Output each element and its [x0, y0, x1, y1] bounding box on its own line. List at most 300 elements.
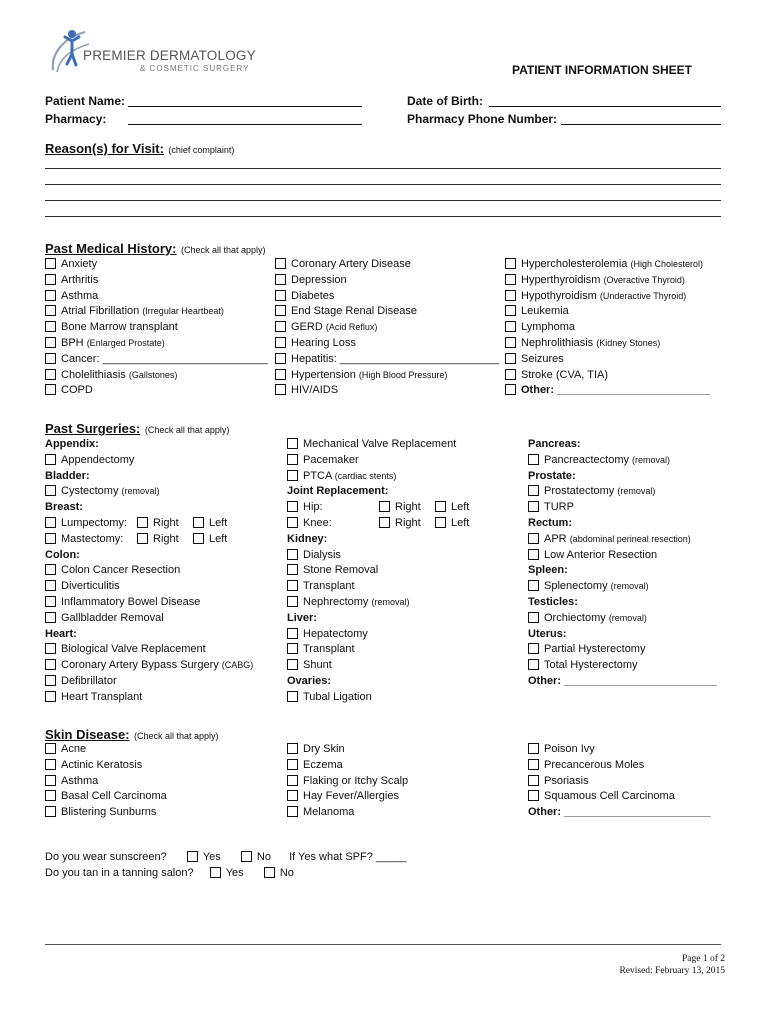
checkbox-label: Hyperthyroidism [521, 273, 601, 286]
checkbox-label: Cystectomy [61, 485, 119, 498]
checkbox-label: Asthma [61, 289, 99, 302]
side-option[interactable] [379, 500, 435, 516]
checkbox[interactable] [275, 305, 286, 316]
checkbox[interactable] [528, 454, 539, 465]
checkbox-item[interactable] [275, 257, 499, 273]
checkbox[interactable] [45, 691, 56, 702]
checkbox-label: Nephrolithiasis [521, 336, 594, 349]
sunscreen-yes-label: Yes [202, 851, 221, 863]
checkbox[interactable] [45, 806, 56, 817]
checkbox-label: Atrial Fibrillation [61, 305, 140, 318]
category-label: Kidney: [287, 532, 328, 545]
checkbox-note: (Kidney Stones) [596, 337, 661, 348]
checkbox[interactable] [528, 743, 539, 754]
checkbox-label: Hypercholesterolemia [521, 258, 628, 270]
checkbox[interactable] [287, 759, 298, 770]
checkbox-item[interactable] [287, 805, 408, 821]
checkbox[interactable] [45, 759, 56, 770]
checkbox-label: PTCA [303, 469, 332, 482]
checkbox-item[interactable] [45, 690, 253, 706]
side-checkbox[interactable] [435, 501, 446, 512]
checkbox[interactable] [45, 612, 56, 623]
checkbox[interactable] [528, 533, 539, 544]
checkbox-item[interactable] [528, 758, 711, 774]
checkbox[interactable] [505, 369, 516, 380]
checkbox[interactable] [505, 384, 516, 395]
skin-column-2 [287, 742, 408, 821]
medical-heading [45, 240, 266, 258]
checkbox-item[interactable] [45, 289, 268, 305]
sunscreen-no-label: No [256, 851, 271, 863]
checkbox-item[interactable] [287, 789, 408, 805]
side-option[interactable] [435, 516, 475, 532]
checkbox-label: Lymphoma [521, 321, 576, 334]
category-label: Heart: [45, 627, 77, 640]
side-option[interactable] [435, 500, 475, 516]
checkbox-item[interactable] [275, 383, 499, 399]
checkbox-label: Shunt [303, 659, 332, 672]
tanning-no-label: No [279, 867, 294, 879]
checkbox-item[interactable] [287, 774, 408, 790]
side-option[interactable] [193, 516, 233, 532]
footer-rule [45, 944, 721, 945]
checkbox-item[interactable] [45, 774, 167, 790]
checkbox-item[interactable] [287, 579, 475, 595]
checkbox[interactable] [275, 384, 286, 395]
checkbox-item[interactable] [45, 789, 167, 805]
category-label: Uterus: [528, 627, 567, 640]
checkbox-item[interactable] [45, 304, 268, 320]
checkbox[interactable] [505, 258, 516, 269]
tanning-yes-label: Yes [225, 867, 244, 879]
side-checkbox[interactable] [379, 517, 390, 528]
checkbox-note: (removal) [617, 486, 656, 497]
checkbox[interactable] [45, 305, 56, 316]
checkbox[interactable] [528, 759, 539, 770]
checkbox-item[interactable] [287, 437, 475, 453]
checkbox[interactable] [45, 274, 56, 285]
checkbox-label: Appendectomy [61, 453, 135, 466]
checkbox-item[interactable] [275, 320, 499, 336]
category-label: Prostate: [528, 469, 576, 482]
checkbox-item[interactable] [287, 742, 408, 758]
checkbox-label: End Stage Renal Disease [291, 305, 417, 318]
checkbox-item[interactable] [45, 257, 268, 273]
side-label: Left [209, 532, 228, 545]
checkbox[interactable] [275, 337, 286, 348]
checkbox[interactable] [45, 517, 56, 528]
checkbox-item[interactable] [45, 742, 167, 758]
checkbox[interactable] [528, 775, 539, 786]
checkbox[interactable] [528, 643, 539, 654]
reason-label: Reason(s) for Visit: [45, 141, 164, 156]
checkbox[interactable] [45, 290, 56, 301]
checkbox-item[interactable] [528, 532, 717, 548]
checkbox-label: Hearing Loss [291, 336, 356, 349]
pharmacy-phone-field[interactable] [561, 124, 721, 125]
checkbox[interactable] [287, 438, 298, 449]
checkbox-label: Arthritis [61, 273, 99, 286]
checkbox-label: Nephrectomy [303, 595, 369, 608]
checkbox-label: Coronary Artery Disease [291, 258, 411, 270]
category-label: Spleen: [528, 564, 568, 577]
checkbox-item[interactable] [528, 611, 717, 627]
side-option[interactable] [137, 516, 193, 532]
checkbox-note: (removal) [632, 454, 671, 465]
checkbox[interactable] [528, 612, 539, 623]
checkbox[interactable] [287, 501, 298, 512]
checkbox-item[interactable] [45, 532, 253, 548]
category-label: Liver: [287, 611, 317, 624]
checkbox-label: Seizures [521, 352, 564, 365]
checkbox-item[interactable] [275, 352, 499, 368]
side-checkbox[interactable] [379, 501, 390, 512]
logo [45, 24, 265, 76]
checkbox[interactable] [528, 549, 539, 560]
checkbox-label: APR [544, 532, 567, 545]
checkbox[interactable] [275, 258, 286, 269]
checkbox-note: (High Cholesterol) [630, 259, 703, 269]
medical-column-3 [505, 257, 710, 399]
checkbox-note: (removal) [371, 596, 410, 607]
checkbox-note: (Acid Reflux) [325, 322, 378, 333]
checkbox-note: (Underactive Thyroid) [599, 290, 687, 301]
checkbox-item[interactable] [45, 383, 268, 399]
checkbox-item[interactable] [287, 563, 475, 579]
checkbox-item[interactable] [528, 453, 717, 469]
checkbox-label: Melanoma [303, 806, 355, 819]
checkbox-item[interactable] [287, 453, 475, 469]
checkbox-note: (removal) [610, 581, 649, 592]
checkbox[interactable] [528, 501, 539, 512]
checkbox-label: Cholelithiasis [61, 368, 126, 381]
logo-name: PREMIER DERMATOLOGY [83, 48, 256, 63]
checkbox-item[interactable] [528, 500, 717, 516]
checkbox-item[interactable] [505, 304, 710, 320]
checkbox[interactable] [45, 384, 56, 395]
checkbox-item[interactable] [528, 774, 711, 790]
checkbox-label: Squamous Cell Carcinoma [544, 790, 675, 803]
pharmacy-label: Pharmacy: [45, 112, 107, 126]
checkbox[interactable] [287, 470, 298, 481]
checkbox[interactable] [275, 369, 286, 380]
checkbox[interactable] [275, 290, 286, 301]
checkbox[interactable] [45, 643, 56, 654]
checkbox-label: HIV/AIDS [291, 384, 339, 397]
dob-field[interactable] [489, 106, 721, 107]
checkbox-label: Coronary Artery Bypass Surgery [61, 659, 219, 672]
checkbox-item[interactable] [287, 595, 475, 611]
checkbox[interactable] [287, 564, 298, 575]
surgeries-heading [45, 420, 229, 438]
checkbox-label: Diabetes [291, 289, 335, 302]
checkbox-item[interactable] [505, 273, 710, 289]
side-checkbox[interactable] [137, 533, 148, 544]
category-label: Rectum: [528, 516, 573, 529]
checkbox-item[interactable] [45, 805, 167, 821]
reason-line[interactable] [45, 184, 721, 185]
checkbox-label: Hypothyroidism [521, 289, 597, 302]
sunscreen-no-checkbox[interactable] [241, 851, 252, 862]
checkbox-item[interactable] [45, 563, 253, 579]
category-label: Other: _________________________ [528, 674, 717, 687]
category-label: Breast: [45, 501, 83, 514]
side-label: Left [451, 516, 470, 529]
checkbox[interactable] [275, 321, 286, 332]
checkbox-item[interactable] [528, 789, 711, 805]
checkbox-item[interactable] [505, 289, 710, 305]
checkbox-item[interactable] [45, 595, 253, 611]
checkbox[interactable] [45, 580, 56, 591]
checkbox-label: Other: _________________________ [521, 384, 710, 397]
checkbox-label: Blistering Sunburns [61, 806, 157, 819]
checkbox[interactable] [287, 775, 298, 786]
side-checkbox[interactable] [435, 517, 446, 528]
checkbox-item[interactable] [528, 642, 717, 658]
page-title: PATIENT INFORMATION SHEET [512, 63, 692, 77]
checkbox-item[interactable] [275, 368, 499, 384]
checkbox-item[interactable] [45, 273, 268, 289]
checkbox[interactable] [505, 290, 516, 301]
checkbox[interactable] [45, 775, 56, 786]
checkbox-label: Knee: [303, 516, 332, 529]
checkbox-label: Gallbladder Removal [61, 611, 164, 624]
checkbox-label: Cancer: ___________________________ [61, 352, 268, 365]
checkbox[interactable] [287, 628, 298, 639]
checkbox-item[interactable] [287, 500, 475, 516]
checkbox-item[interactable] [505, 257, 710, 273]
checkbox-item[interactable] [45, 642, 253, 658]
checkbox[interactable] [528, 790, 539, 801]
category-label: Pancreas: [528, 438, 581, 450]
checkbox-note: (cardiac stents) [334, 470, 397, 481]
checkbox[interactable] [275, 353, 286, 364]
checkbox-note: (removal) [121, 486, 160, 497]
patient-name-field[interactable] [128, 106, 362, 107]
checkbox[interactable] [287, 643, 298, 654]
checkbox-item[interactable] [287, 642, 475, 658]
checkbox-item[interactable] [45, 516, 253, 532]
reason-note: (chief complaint) [168, 145, 235, 155]
category-label: Testicles: [528, 595, 578, 608]
checkbox[interactable] [287, 454, 298, 465]
checkbox-note: (Irregular Heartbeat) [142, 306, 224, 317]
skin-column-1 [45, 742, 167, 821]
checkbox[interactable] [505, 353, 516, 364]
checkbox[interactable] [287, 806, 298, 817]
spf-question: If Yes what SPF? _____ [289, 851, 407, 863]
surgeries-column-1 [45, 437, 253, 706]
sunscreen-question-row [45, 850, 407, 864]
checkbox-note: (abdominal perineal resection) [569, 533, 691, 544]
checkbox-label: Defibrillator [61, 674, 117, 687]
side-checkbox[interactable] [137, 517, 148, 528]
checkbox-label: Flaking or Itchy Scalp [303, 774, 409, 787]
checkbox-label: Hip: [303, 501, 323, 514]
checkbox[interactable] [45, 659, 56, 670]
checkbox[interactable] [45, 321, 56, 332]
checkbox[interactable] [287, 659, 298, 670]
checkbox-item[interactable] [275, 289, 499, 305]
checkbox[interactable] [505, 274, 516, 285]
checkbox-item[interactable] [287, 516, 475, 532]
checkbox-label: Biological Valve Replacement [61, 643, 206, 656]
checkbox-label: TURP [544, 501, 574, 514]
side-option[interactable] [379, 516, 435, 532]
checkbox[interactable] [287, 691, 298, 702]
checkbox[interactable] [45, 369, 56, 380]
checkbox-item[interactable] [528, 548, 717, 564]
checkbox[interactable] [287, 743, 298, 754]
checkbox[interactable] [287, 580, 298, 591]
checkbox[interactable] [45, 258, 56, 269]
patient-name-label: Patient Name: [45, 94, 126, 108]
checkbox-label: Hepatitis: __________________________ [291, 352, 499, 365]
category-label: Other: ________________________ [528, 806, 711, 819]
checkbox-item[interactable] [528, 579, 717, 595]
checkbox[interactable] [528, 659, 539, 670]
checkbox-item[interactable] [275, 304, 499, 320]
checkbox-item[interactable] [45, 611, 253, 627]
checkbox[interactable] [45, 533, 56, 544]
checkbox-item[interactable] [45, 758, 167, 774]
checkbox[interactable] [528, 580, 539, 591]
checkbox-note: (removal) [608, 612, 647, 623]
checkbox-label: COPD [61, 384, 93, 397]
checkbox-item[interactable] [45, 320, 268, 336]
side-label: Left [451, 501, 470, 514]
reason-line[interactable] [45, 200, 721, 201]
checkbox[interactable] [505, 321, 516, 332]
checkbox-label: Stone Removal [303, 564, 379, 577]
checkbox-item[interactable] [45, 658, 253, 674]
checkbox-item[interactable] [287, 690, 475, 706]
checkbox[interactable] [287, 549, 298, 560]
page-number: Page 1 of 2 [681, 954, 725, 964]
checkbox[interactable] [45, 564, 56, 575]
medical-column-1 [45, 257, 268, 399]
tanning-no-checkbox[interactable] [264, 867, 275, 878]
checkbox-label: Hypertension [291, 368, 356, 381]
checkbox-item[interactable] [275, 273, 499, 289]
checkbox[interactable] [287, 790, 298, 801]
checkbox-item[interactable] [505, 336, 710, 352]
side-label: Right [395, 501, 421, 514]
pharmacy-field[interactable] [128, 124, 362, 125]
sunscreen-yes-checkbox[interactable] [187, 851, 198, 862]
side-label: Left [209, 516, 228, 529]
checkbox-item[interactable] [505, 383, 710, 399]
checkbox-label: Eczema [303, 758, 343, 771]
medical-note: (Check all that apply) [180, 245, 266, 255]
dob-label: Date of Birth: [407, 94, 483, 108]
surgeries-column-3 [528, 437, 717, 690]
checkbox-label: Tubal Ligation [303, 690, 372, 703]
checkbox-label: Heart Transplant [61, 690, 143, 703]
checkbox-item[interactable] [287, 548, 475, 564]
logo-subtitle: & COSMETIC SURGERY [140, 64, 250, 73]
checkbox[interactable] [275, 274, 286, 285]
category-label: Colon: [45, 548, 80, 561]
checkbox-label: Diverticulitis [61, 580, 120, 593]
checkbox-label: Low Anterior Resection [544, 548, 658, 561]
checkbox-label: Hepatectomy [303, 627, 368, 640]
medical-column-2 [275, 257, 499, 399]
checkbox-label: Anxiety [61, 258, 98, 270]
sunscreen-question: Do you wear sunscreen? [45, 851, 167, 863]
checkbox-label: Dry Skin [303, 743, 345, 755]
checkbox[interactable] [45, 675, 56, 686]
side-option[interactable] [137, 532, 193, 548]
pharmacy-phone-label: Pharmacy Phone Number: [407, 112, 558, 126]
checkbox-item[interactable] [287, 758, 408, 774]
checkbox[interactable] [505, 337, 516, 348]
side-checkbox[interactable] [193, 533, 204, 544]
checkbox-note: (CABG) [221, 660, 254, 671]
checkbox-label: Stroke (CVA, TIA) [521, 368, 609, 381]
checkbox[interactable] [45, 596, 56, 607]
checkbox-item[interactable] [45, 453, 253, 469]
checkbox-item[interactable] [45, 579, 253, 595]
checkbox-item[interactable] [528, 742, 711, 758]
checkbox-item[interactable] [505, 320, 710, 336]
checkbox[interactable] [45, 485, 56, 496]
reason-line[interactable] [45, 168, 721, 169]
category-label: Appendix: [45, 438, 99, 450]
checkbox-item[interactable] [528, 484, 717, 500]
checkbox-item[interactable] [45, 336, 268, 352]
checkbox-item[interactable] [287, 627, 475, 643]
checkbox[interactable] [287, 517, 298, 528]
checkbox-item[interactable] [45, 368, 268, 384]
category-label: Bladder: [45, 469, 90, 482]
checkbox-item[interactable] [505, 352, 710, 368]
checkbox-label: Depression [291, 273, 347, 286]
checkbox[interactable] [528, 485, 539, 496]
checkbox-item[interactable] [45, 674, 253, 690]
checkbox[interactable] [45, 337, 56, 348]
category-label: Joint Replacement: [287, 485, 389, 498]
checkbox[interactable] [45, 743, 56, 754]
checkbox-item[interactable] [287, 469, 475, 485]
checkbox-label: Basal Cell Carcinoma [61, 790, 167, 803]
checkbox-item[interactable] [528, 658, 717, 674]
surgeries-label: Past Surgeries: [45, 421, 141, 436]
reason-line[interactable] [45, 216, 721, 217]
checkbox[interactable] [287, 596, 298, 607]
checkbox-note: (High Blood Pressure) [358, 369, 448, 380]
checkbox-item[interactable] [505, 368, 710, 384]
checkbox[interactable] [45, 353, 56, 364]
checkbox-label: Psoriasis [544, 774, 589, 787]
checkbox[interactable] [45, 454, 56, 465]
side-option[interactable] [193, 532, 233, 548]
checkbox-label: Actinic Keratosis [61, 758, 143, 771]
checkbox-label: Transplant [303, 643, 355, 656]
surgeries-column-2 [287, 437, 475, 706]
checkbox-label: Acne [61, 743, 87, 755]
checkbox[interactable] [505, 305, 516, 316]
checkbox-item[interactable] [275, 336, 499, 352]
checkbox-item[interactable] [45, 484, 253, 500]
side-checkbox[interactable] [193, 517, 204, 528]
checkbox-item[interactable] [45, 352, 268, 368]
checkbox-item[interactable] [287, 658, 475, 674]
checkbox-label: Splenectomy [544, 580, 608, 593]
category-label: Ovaries: [287, 674, 332, 687]
checkbox[interactable] [45, 790, 56, 801]
tanning-yes-checkbox[interactable] [210, 867, 221, 878]
